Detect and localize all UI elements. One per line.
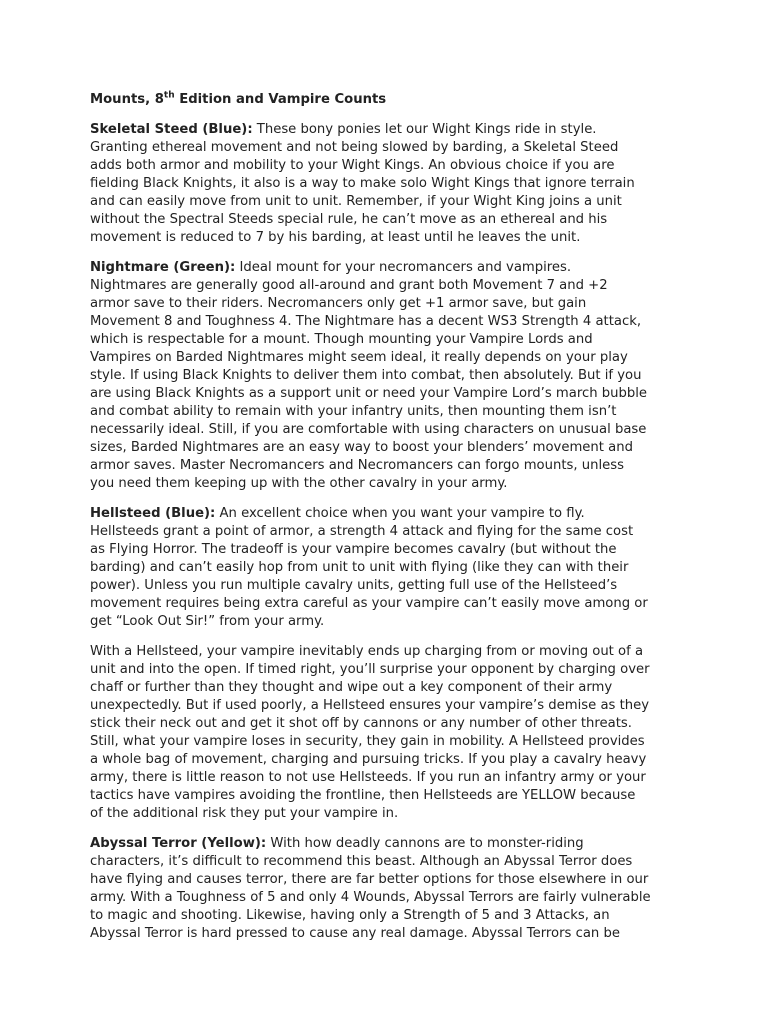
text-line bbox=[90, 835, 690, 853]
text-line bbox=[90, 367, 690, 385]
text-line bbox=[90, 523, 690, 541]
line-text: which is respectable for a mount. Though mounting your Vampire Lords and bbox=[90, 332, 593, 347]
text-line bbox=[90, 157, 690, 175]
text-line bbox=[90, 439, 690, 457]
page-title-superscript: th bbox=[163, 90, 175, 101]
line-text: tactics have vampires avoiding the frontline, then Hellsteeds are YELLOW because bbox=[90, 788, 636, 803]
text-line bbox=[90, 229, 690, 247]
text-line bbox=[90, 715, 690, 733]
line-text: to magic and shooting. Likewise, having only a Strength of 5 and 3 Attacks, an bbox=[90, 908, 610, 923]
line-text: With a Hellsteed, your vampire inevitably ends up charging from or moving out of a bbox=[90, 644, 644, 659]
text-line bbox=[90, 541, 690, 559]
paragraph bbox=[90, 259, 690, 493]
text-line bbox=[90, 661, 690, 679]
line-text: are using Black Knights as a support unit or need your Vampire Lord’s march bubble bbox=[90, 386, 647, 401]
line-text: and combat ability to remain with your infantry units, then mounting them isn’t bbox=[90, 404, 617, 419]
line-text: get “Look Out Sir!” from your army. bbox=[90, 614, 325, 629]
line-text: and can easily move from unit to unit. Remember, if your Wight King joins a unit bbox=[90, 194, 622, 209]
text-line bbox=[90, 505, 690, 523]
line-text: adds both armor and mobility to your Wight Kings. An obvious choice if you are bbox=[90, 158, 615, 173]
text-line bbox=[90, 871, 690, 889]
line-text: An excellent choice when you want your vampire to fly. bbox=[215, 506, 585, 521]
text-line bbox=[90, 349, 690, 367]
text-line bbox=[90, 613, 690, 631]
line-text: characters, it’s difficult to recommend this beast. Although an Abyssal Terror does bbox=[90, 854, 633, 869]
text-line bbox=[90, 385, 690, 403]
line-text: army. With a Toughness of 5 and only 4 Wounds, Abyssal Terrors are fairly vulnerable bbox=[90, 890, 651, 905]
line-text: Nightmares are generally good all-around and grant both Movement 7 and +2 bbox=[90, 278, 608, 293]
line-text: With how deadly cannons are to monster-riding bbox=[266, 836, 584, 851]
line-text: you need them keeping up with the other cavalry in your army. bbox=[90, 476, 508, 491]
line-text: as Flying Horror. The tradeoff is your vampire becomes cavalry (but without the bbox=[90, 542, 617, 557]
text-line bbox=[90, 733, 690, 751]
paragraph-heading: Abyssal Terror (Yellow): bbox=[90, 836, 267, 851]
text-line bbox=[90, 559, 690, 577]
text-line bbox=[90, 421, 690, 439]
text-line bbox=[90, 907, 690, 925]
text-line bbox=[90, 769, 690, 787]
text-line bbox=[90, 679, 690, 697]
paragraph bbox=[90, 121, 690, 247]
line-text: style. If using Black Knights to deliver them into combat, then absolutely. But if you bbox=[90, 368, 642, 383]
line-text: sizes, Barded Nightmares are an easy way to boost your blenders’ movement and bbox=[90, 440, 633, 455]
line-text: unit and into the open. If timed right, you’ll surprise your opponent by charging over bbox=[90, 662, 650, 677]
paragraph-heading: Skeletal Steed (Blue): bbox=[90, 122, 253, 137]
paragraph bbox=[90, 505, 690, 631]
paragraph bbox=[90, 835, 690, 943]
page-title-text: Mounts, 8 bbox=[90, 92, 164, 107]
line-text: army, there is little reason to not use Hellsteeds. If you run an infantry army or your bbox=[90, 770, 646, 785]
text-line bbox=[90, 853, 690, 871]
text-line bbox=[90, 751, 690, 769]
line-text: of the additional risk they put your vampire in. bbox=[90, 806, 399, 821]
text-line bbox=[90, 595, 690, 613]
line-text: Hellsteeds grant a point of armor, a strength 4 attack and flying for the same cost bbox=[90, 524, 634, 539]
line-text: fielding Black Knights, it also is a way to make solo Wight Kings that ignore terrain bbox=[90, 176, 635, 191]
line-text: armor save to their riders. Necromancers only get +1 armor save, but gain bbox=[90, 296, 587, 311]
line-text: without the Spectral Steeds special rule, he can’t move as an ethereal and his bbox=[90, 212, 608, 227]
text-line bbox=[90, 403, 690, 421]
text-line bbox=[90, 175, 690, 193]
paragraph-heading: Hellsteed (Blue): bbox=[90, 506, 216, 521]
text-line bbox=[90, 313, 690, 331]
text-line bbox=[90, 577, 690, 595]
line-text: These bony ponies let our Wight Kings ride in style. bbox=[252, 122, 597, 137]
line-text: movement is reduced to 7 by his barding, at least until he leaves the unit. bbox=[90, 230, 581, 245]
text-line bbox=[90, 643, 690, 661]
paragraph-heading: Nightmare (Green): bbox=[90, 260, 236, 275]
line-text: Abyssal Terror is hard pressed to cause any real damage. Abyssal Terrors can be bbox=[90, 926, 620, 941]
paragraph bbox=[90, 643, 690, 823]
line-text: power). Unless you run multiple cavalry units, getting full use of the Hellsteed’s bbox=[90, 578, 618, 593]
line-text: Granting ethereal movement and not being slowed by barding, a Skeletal Steed bbox=[90, 140, 619, 155]
paragraph-list bbox=[90, 121, 690, 943]
text-line bbox=[90, 295, 690, 313]
text-line bbox=[90, 889, 690, 907]
line-text: have flying and causes terror, there are far better options for those elsewhere in our bbox=[90, 872, 649, 887]
text-line bbox=[90, 457, 690, 475]
document-body bbox=[90, 91, 690, 955]
text-line bbox=[90, 259, 690, 277]
page-title bbox=[90, 91, 690, 109]
text-line bbox=[90, 277, 690, 295]
text-line bbox=[90, 331, 690, 349]
line-text: unexpectedly. But if used poorly, a Hellsteed ensures your vampire’s demise as they bbox=[90, 698, 650, 713]
line-text: Ideal mount for your necromancers and vampires. bbox=[235, 260, 572, 275]
line-text: armor saves. Master Necromancers and Necromancers can forgo mounts, unless bbox=[90, 458, 624, 473]
line-text: Still, what your vampire loses in security, they gain in mobility. A Hellsteed provides bbox=[90, 734, 645, 749]
line-text: stick their neck out and get it shot off by cannons or any number of other threats. bbox=[90, 716, 632, 731]
text-line bbox=[90, 121, 690, 139]
line-text: barding) and can’t easily hop from unit to unit with flying (like they can with their bbox=[90, 560, 629, 575]
line-text: chaff or further than they thought and wipe out a key component of their army bbox=[90, 680, 613, 695]
line-text: Vampires on Barded Nightmares might seem ideal, it really depends on your play bbox=[90, 350, 628, 365]
text-line bbox=[90, 787, 690, 805]
text-line bbox=[90, 805, 690, 823]
text-line bbox=[90, 211, 690, 229]
line-text: Movement 8 and Toughness 4. The Nightmare has a decent WS3 Strength 4 attack, bbox=[90, 314, 642, 329]
page-title-suffix: Edition and Vampire Counts bbox=[174, 92, 387, 107]
text-line bbox=[90, 475, 690, 493]
text-line bbox=[90, 697, 690, 715]
text-line bbox=[90, 193, 690, 211]
line-text: necessarily ideal. Still, if you are comfortable with using characters on unusual base bbox=[90, 422, 647, 437]
line-text: a whole bag of movement, charging and pursuing tricks. If you play a cavalry heavy bbox=[90, 752, 647, 767]
text-line bbox=[90, 139, 690, 157]
text-line bbox=[90, 925, 690, 943]
line-text: movement requires being extra careful as your vampire can’t easily move among or bbox=[90, 596, 648, 611]
